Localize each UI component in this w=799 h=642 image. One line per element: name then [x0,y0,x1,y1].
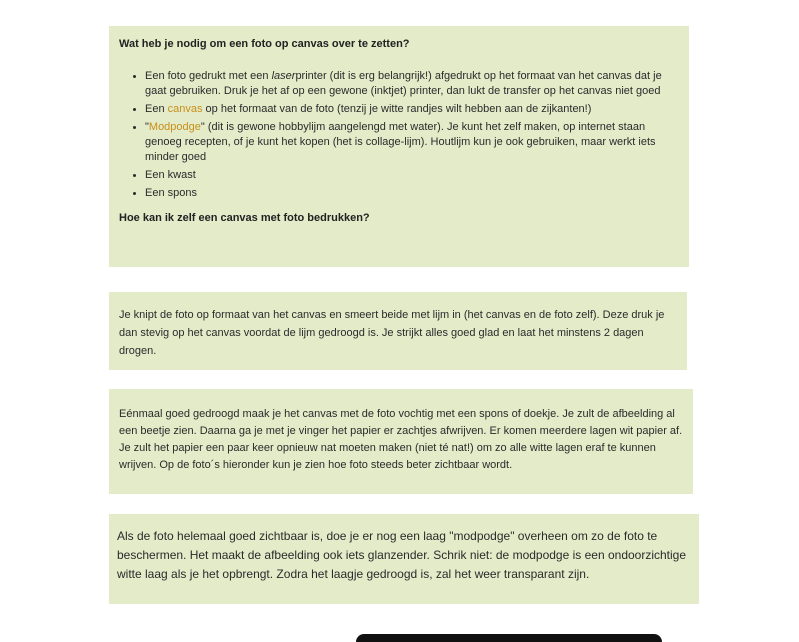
step-rub-box [109,389,693,494]
supplies-heading: Wat heb je nodig om een foto op canvas over te zetten? [119,38,410,50]
item-text: " (dit is gewone hobbylijm aangelengd met water). Je kunt het zelf maken, op internet staan genoeg recepten, of je kunt het kopen (het is collage-lijm). Houtlijm kun je ook gebruiken, maar werkt iets minder goed [145,121,656,163]
step-finish-text: Als de foto helemaal goed zichtbaar is, doe je er nog een laag "modpodge" overheen om zo de foto te beschermen. Het maakt de afbeelding ook iets glanzender. Schrik niet: de modpodge is een ondoorzichtige witte laag als je het opbrengt. Zodra het laagje gedroogd is, zal het weer transparant zijn. [117,529,687,581]
list-item: • Een spons [145,186,679,201]
list-item [145,102,679,117]
item-text: Een [145,103,168,115]
item-text: op het formaat van de foto (tenzij je witte randjes wilt hebben aan de zijkanten!) [202,103,592,115]
list-item [145,120,679,165]
item-text: " [145,121,149,133]
item-text: Een foto gedrukt met een [145,70,272,82]
list-item: • Een kwast [145,168,679,183]
list-item [145,69,679,99]
bottom-bar [356,634,662,642]
modpodge-link[interactable]: Modpodge [148,121,201,133]
supplies-box [109,26,689,267]
item-emphasis: laser [271,70,296,82]
how-to-heading: Hoe kan ik zelf een canvas met foto bedrukken? [119,212,370,224]
step-finish-box [109,514,699,604]
canvas-link[interactable]: canvas [167,103,203,115]
step-glue-box [109,292,687,370]
step-rub-text: Eénmaal goed gedroogd maak je het canvas met de foto vochtig met een spons of doekje. Je zult de afbeelding al een beetje zien. Daarna ga je met je vinger het papier er zachtjes afwrijven. Er komen meerdere lagen wit papier af. Je zult het papier een paar keer opnieuw nat moeten maken (niet té nat!) om zo alle witte lagen eraf te kunnen wrijven. Op de foto´s hieronder kun je zien hoe foto steeds beter zichtbaar wordt. [119,408,683,471]
step-glue-text: Je knipt de foto op formaat van het canvas en smeert beide met lijm in (het canvas en de foto zelf). Deze druk je dan stevig op het canvas voordat de lijm gedroogd is. Je strijkt alles goed glad en laat het minstens 2 dagen drogen. [119,309,665,357]
item-text: printer (dit is erg belangrijk!) afgedrukt op het formaat van het canvas dat je gaat gebruiken. Druk je het af op een gewone (inktjet) printer, dan lukt de transfer op het canvas niet goed [145,70,662,97]
supplies-list [119,69,679,201]
